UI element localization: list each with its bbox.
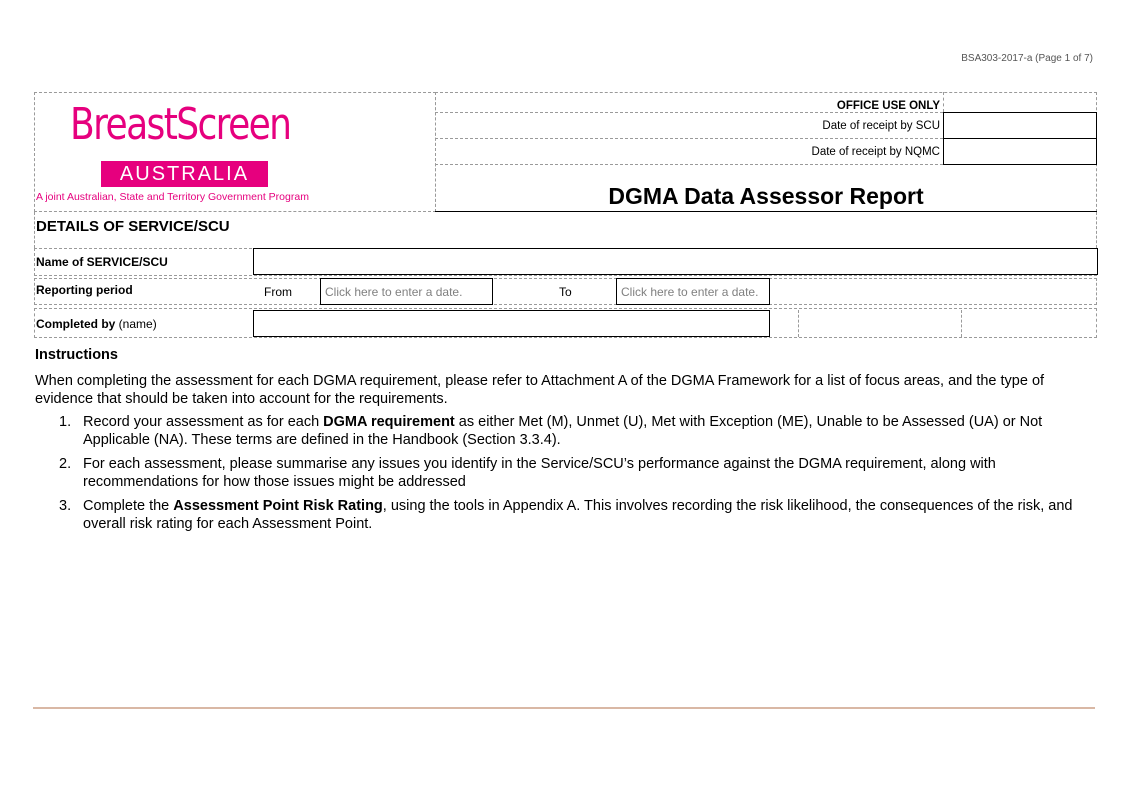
report-title: DGMA Data Assessor Report: [435, 180, 1097, 212]
service-name-field[interactable]: [253, 248, 1098, 275]
details-heading: DETAILS OF SERVICE/SCU: [34, 212, 1097, 248]
to-date-field[interactable]: Click here to enter a date.: [616, 278, 770, 305]
list-bold: DGMA requirement: [323, 414, 455, 430]
from-date-field[interactable]: Click here to enter a date.: [320, 278, 493, 305]
report-header: [34, 92, 1097, 212]
service-name-row: [34, 248, 1097, 276]
completed-by-field[interactable]: [253, 310, 770, 337]
completed-by-label-bold: Completed by: [36, 317, 116, 331]
list-number: 2.: [59, 456, 72, 472]
document-code: BSA303-2017-a (Page 1 of 7): [961, 53, 1093, 64]
logo-wordmark: BreastScreen: [70, 99, 291, 150]
completed-by-extra-cell: [798, 310, 962, 337]
to-label: To: [559, 285, 572, 299]
reporting-period-row: [34, 278, 1097, 305]
list-text: For each assessment, please summarise any issues you identify in the Service/SCU’s performance against the DGMA requirement, along with recommendations for how those issues might be addressed: [83, 456, 996, 490]
list-bold: Assessment Point Risk Rating: [173, 498, 383, 514]
receipt-nqmc-field[interactable]: [943, 138, 1097, 165]
instructions-heading: Instructions: [35, 347, 118, 363]
logo-cell: [34, 92, 436, 212]
completed-by-label-rest: (name): [115, 317, 157, 331]
reporting-period-label: Reporting period: [36, 283, 133, 297]
office-use-spacer: [435, 164, 943, 180]
receipt-nqmc-label: Date of receipt by NQMC: [435, 138, 943, 164]
list-text: , using the tools in Appendix A. This involves recording the risk likelihood, the consequences of the risk, and overall risk rating for each Assessment Point.: [83, 498, 1073, 532]
footer-rule: [33, 707, 1095, 709]
office-use-label: OFFICE USE ONLY: [836, 100, 940, 112]
list-text: Record your assessment as for each: [83, 414, 324, 430]
office-use-corner: [943, 92, 1097, 112]
logo-tagline: A joint Australian, State and Territory Government Program: [36, 191, 309, 203]
list-item: [35, 498, 1090, 533]
breastscreen-logo: [36, 99, 336, 207]
list-text: as either Met (M), Unmet (U), Met with Exception (ME), Unable to be Assessed (UA) or Not Applicable (NA). These terms are defined in the Handbook (Section 3.3.4).: [83, 414, 1043, 448]
instructions-list: [35, 414, 1090, 540]
list-number: 1.: [59, 414, 72, 430]
list-text: Complete the: [83, 498, 174, 514]
completed-by-label: [35, 317, 256, 331]
service-name-label: Name of SERVICE/SCU: [36, 255, 168, 269]
receipt-scu-field[interactable]: [943, 112, 1097, 139]
completed-by-row: [34, 308, 1097, 338]
list-number: 3.: [59, 498, 72, 514]
list-item: [35, 414, 1090, 449]
logo-band: AUSTRALIA: [101, 161, 268, 187]
instructions-intro: When completing the assessment for each DGMA requirement, please refer to Attachment A of the DGMA Framework for a list of focus areas, and the type of evidence that should be taken into account for the requirements.: [35, 373, 1045, 407]
receipt-scu-label: Date of receipt by SCU: [435, 112, 943, 138]
list-item: [35, 456, 1090, 491]
from-label: From: [264, 285, 292, 299]
